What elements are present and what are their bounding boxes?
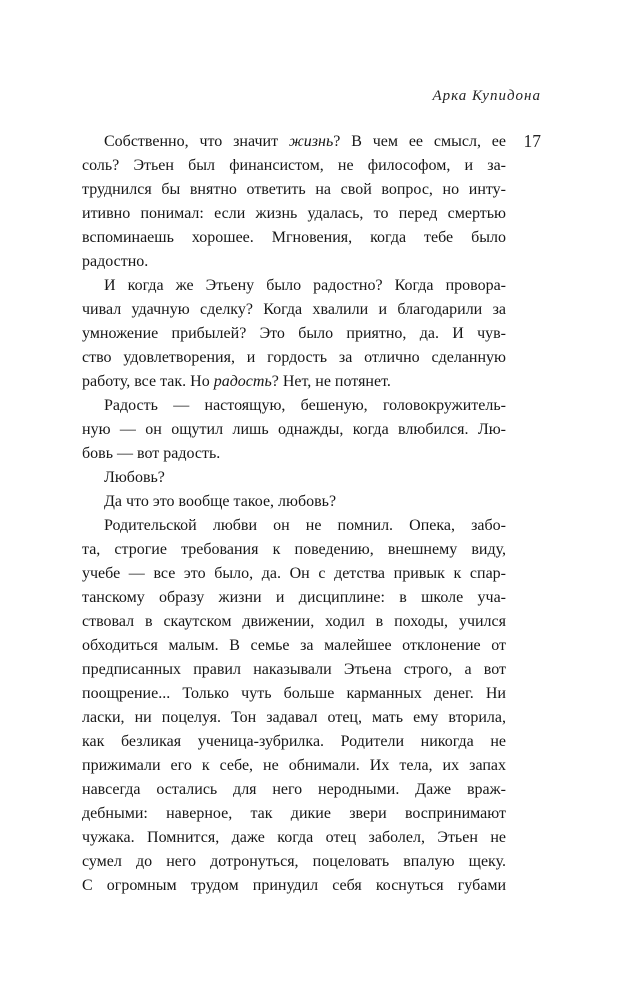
text-line bbox=[82, 466, 506, 490]
text-segment: та, строгие требования к поведению, внешнему виду, bbox=[82, 541, 506, 558]
text-segment: Собственно, что значит bbox=[104, 133, 289, 150]
text-segment: учебе — все это было, да. Он с детства привык к спар- bbox=[82, 565, 506, 582]
text-segment: навсегда остались для него неродными. Даже враж- bbox=[82, 781, 506, 798]
text-line bbox=[82, 298, 506, 322]
text-line bbox=[82, 874, 506, 898]
text-line bbox=[82, 442, 506, 466]
text-segment: ствовал в скаутском движении, ходил в походы, учился bbox=[82, 613, 506, 630]
text-line bbox=[82, 250, 506, 274]
text-segment: чужака. Помнится, даже когда отец заболел, Этьен не bbox=[82, 829, 506, 846]
text-line bbox=[82, 490, 506, 514]
text-line bbox=[82, 322, 506, 346]
text-segment: прижимали его к себе, не обнимали. Их тела, их запах bbox=[82, 757, 506, 774]
text-segment: ласки, ни поцелуя. Тон задавал отец, мать ему вторила, bbox=[82, 709, 506, 726]
text-line bbox=[82, 706, 506, 730]
text-segment: Да что это вообще такое, любовь? bbox=[104, 493, 337, 510]
text-segment: Любовь? bbox=[104, 469, 165, 486]
running-title: Арка Купидона bbox=[432, 88, 541, 104]
text-segment: Родительской любви он не помнил. Опека, забо- bbox=[104, 517, 506, 534]
text-line bbox=[82, 226, 506, 250]
text-segment: ? В чем ее смысл, ее bbox=[333, 133, 506, 150]
text-line bbox=[82, 586, 506, 610]
text-segment: сумел до него дотронуться, поцеловать впалую щеку. bbox=[82, 853, 506, 870]
text-segment: Радость — настоящую, бешеную, головокружитель- bbox=[104, 397, 506, 414]
paragraph bbox=[82, 466, 506, 490]
page-number: 17 bbox=[523, 131, 541, 151]
text-segment: поощрение... Только чуть больше карманных денег. Ни bbox=[82, 685, 506, 702]
paragraph bbox=[82, 394, 506, 466]
text-line bbox=[82, 274, 506, 298]
text-line bbox=[82, 418, 506, 442]
text-line bbox=[82, 154, 506, 178]
text-segment: ? Нет, не потянет. bbox=[271, 373, 391, 390]
text-line bbox=[82, 754, 506, 778]
text-block bbox=[82, 130, 506, 898]
text-line bbox=[82, 658, 506, 682]
text-segment: жизнь bbox=[288, 133, 334, 150]
text-segment: чивал удачную сделку? Когда хвалили и благодарили за bbox=[82, 301, 506, 318]
text-segment: С огромным трудом принудил себя коснуться губами bbox=[82, 877, 506, 894]
text-segment: соль? Этьен был финансистом, не философом, и за- bbox=[82, 157, 506, 174]
text-line bbox=[82, 202, 506, 226]
text-segment: работу, все так. Но bbox=[82, 373, 214, 390]
text-line bbox=[82, 778, 506, 802]
text-line bbox=[82, 178, 506, 202]
text-line bbox=[82, 826, 506, 850]
text-segment: вспоминаешь хорошее. Мгновения, когда тебе было bbox=[82, 229, 506, 246]
text-line bbox=[82, 514, 506, 538]
text-line bbox=[82, 634, 506, 658]
text-line bbox=[82, 610, 506, 634]
paragraph bbox=[82, 514, 506, 898]
text-segment: танскому образу жизни и дисциплине: в школе уча- bbox=[82, 589, 506, 606]
text-line bbox=[82, 130, 506, 154]
text-line bbox=[82, 562, 506, 586]
text-line bbox=[82, 850, 506, 874]
text-segment: ство удовлетворения, и гордость за отлично сделанную bbox=[82, 349, 506, 366]
text-segment: радость bbox=[213, 373, 272, 390]
text-segment: ную — он ощутил лишь однажды, когда влюбился. Лю- bbox=[82, 421, 506, 438]
text-line bbox=[82, 538, 506, 562]
text-segment: И когда же Этьену было радостно? Когда провора- bbox=[104, 277, 506, 294]
paragraph bbox=[82, 490, 506, 514]
text-line bbox=[82, 730, 506, 754]
text-segment: как безликая ученица-зубрилка. Родители никогда не bbox=[82, 733, 506, 750]
text-line bbox=[82, 346, 506, 370]
running-header bbox=[82, 88, 541, 105]
text-line bbox=[82, 802, 506, 826]
text-segment: предписанных правил наказывали Этьена строго, а вот bbox=[82, 661, 506, 678]
text-segment: радостно. bbox=[82, 253, 149, 270]
paragraph bbox=[82, 274, 506, 394]
text-line bbox=[82, 394, 506, 418]
text-segment: дебными: наверное, так дикие звери воспринимают bbox=[82, 805, 506, 822]
text-segment: обходиться малым. В семье за малейшее отклонение от bbox=[82, 637, 506, 654]
text-segment: бовь — вот радость. bbox=[82, 445, 221, 462]
paragraph bbox=[82, 130, 506, 274]
text-segment: труднился бы внятно ответить на свой вопрос, но инту- bbox=[82, 181, 506, 198]
text-segment: итивно понимал: если жизнь удалась, то перед смертью bbox=[82, 205, 506, 222]
text-line bbox=[82, 682, 506, 706]
text-segment: умножение прибылей? Это было приятно, да. И чув- bbox=[82, 325, 506, 342]
text-line bbox=[82, 370, 506, 394]
